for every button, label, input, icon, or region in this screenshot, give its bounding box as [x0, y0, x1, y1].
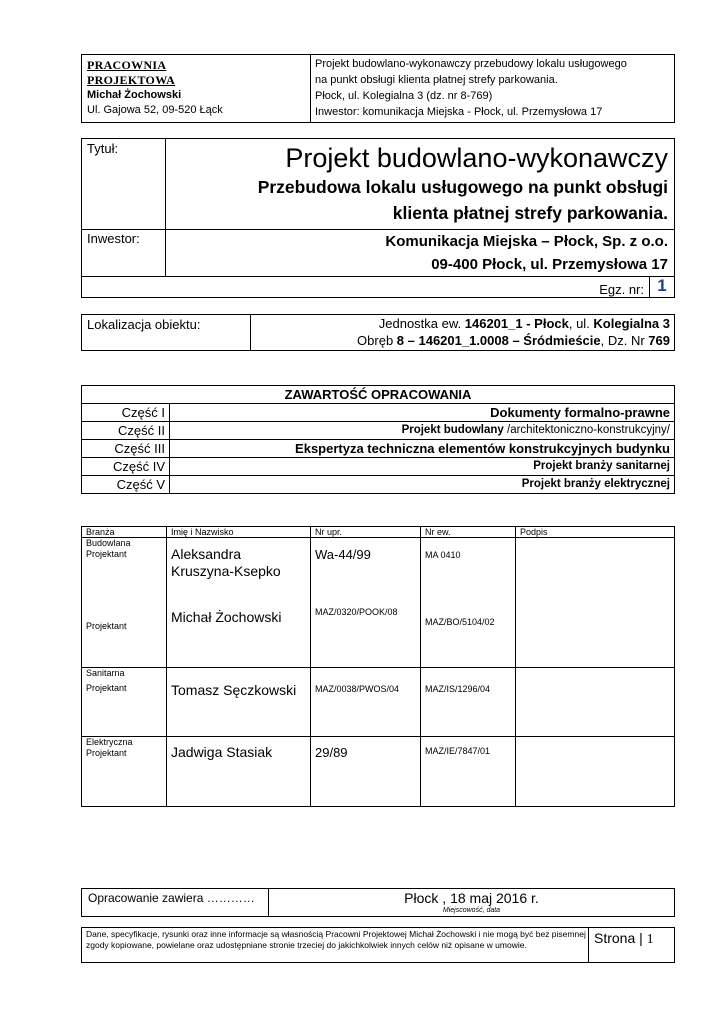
- location-line1: [379, 316, 670, 332]
- title-divider: [165, 139, 166, 277]
- designer-name: Michał Żochowski: [171, 609, 282, 625]
- part-title: [170, 440, 675, 458]
- location-plot: 769: [648, 333, 670, 348]
- branch-cell: [82, 737, 167, 807]
- page-separator: |: [639, 930, 643, 946]
- branch-cell: [82, 668, 167, 737]
- document-subtitle-line1: Przebudowa lokalu usługowego na punkt obsługi: [257, 177, 668, 197]
- location-block: [81, 314, 675, 351]
- signature-cell: [516, 538, 675, 668]
- registry-cell: [421, 737, 516, 807]
- branch-name: Elektryczna: [86, 737, 133, 747]
- license-number: MAZ/0038/PWOS/04: [315, 684, 400, 694]
- registry-number: MAZ/BO/5104/02: [425, 617, 495, 627]
- part-title-bold: Dokumenty formalno-prawne: [490, 405, 670, 420]
- company-address: Ul. Gajowa 52, 09-520 Łąck: [87, 104, 223, 116]
- project-description: [315, 56, 673, 120]
- name-cell: [167, 737, 311, 807]
- place-date-caption: Miejscowość, data: [442, 907, 501, 914]
- location-text: Obręb: [357, 333, 397, 348]
- copy-divider: [82, 276, 674, 277]
- desc-line4: Inwestor: komunikacja Miejska - Płock, ul. Przemysłowa 17: [315, 106, 603, 118]
- title-label: Tytuł:: [87, 141, 119, 156]
- part-title: [170, 404, 675, 422]
- part-label: Część IV: [82, 458, 170, 476]
- part-title-bold: Projekt branży sanitarnej: [533, 460, 670, 472]
- desc-line3: Płock, ul. Kolegialna 3 (dz. nr 8-769): [315, 90, 493, 102]
- license-number: 29/89: [315, 745, 348, 760]
- part-label: Część III: [82, 440, 170, 458]
- page-divider: [588, 928, 589, 962]
- part-title-bold: Projekt branży elektrycznej: [521, 478, 670, 490]
- header-block: [81, 54, 675, 123]
- title-block: [81, 138, 675, 298]
- location-text: , ul.: [568, 316, 594, 331]
- investor-line2: 09-400 Płock, ul. Przemysłowa 17: [431, 256, 668, 273]
- part-title: [170, 476, 675, 494]
- branch-name: Budowlana: [86, 538, 131, 548]
- role: Projektant: [86, 621, 127, 631]
- location-unit: 146201_1 - Płock: [464, 316, 569, 331]
- location-precinct: 8 – 146201_1.0008 – Śródmieście: [396, 333, 601, 348]
- company-name-line2: PROJEKTOWA: [87, 73, 176, 87]
- footer-info-block: [81, 888, 675, 917]
- license-number: Wa-44/99: [315, 547, 371, 562]
- role: Projektant: [86, 748, 127, 758]
- part-title: [170, 422, 675, 440]
- header-branch: Branża: [82, 527, 167, 538]
- registry-cell: [421, 668, 516, 737]
- role: Projektant: [86, 549, 127, 559]
- contents-heading: ZAWARTOŚĆ OPRACOWANIA: [82, 386, 675, 404]
- company-owner: Michał Żochowski: [87, 89, 182, 101]
- location-line2: [357, 333, 670, 349]
- part-title: [170, 458, 675, 476]
- company-box: [82, 55, 311, 122]
- designer-name: Aleksandra: [171, 546, 242, 562]
- signatures-table: [81, 526, 675, 807]
- location-street: Kolegialna 3: [593, 316, 670, 331]
- investor-line1: Komunikacja Miejska – Płock, Sp. z o.o.: [385, 233, 668, 250]
- copy-number: 1: [657, 276, 667, 295]
- page-indicator: [594, 930, 654, 948]
- location-text: , Dz. Nr: [600, 333, 649, 348]
- part-label: Część V: [82, 476, 170, 494]
- place-date: Płock , 18 maj 2016 r.: [404, 890, 539, 906]
- page-number: 1: [646, 932, 654, 947]
- desc-line1: Projekt budowlano-wykonawczy przebudowy lokalu usługowego: [315, 58, 627, 70]
- location-text: Jednostka ew.: [378, 316, 465, 331]
- location-label: Lokalizacja obiektu:: [87, 317, 201, 332]
- designer-name: Tomasz Sęczkowski: [171, 682, 297, 698]
- license-cell: [311, 538, 421, 668]
- part-title-bold: Projekt budowlany: [401, 424, 504, 436]
- part-title-normal: /architektoniczno-konstrukcyjny/: [503, 424, 670, 436]
- contents-table: [81, 385, 675, 494]
- branch-cell: [82, 538, 167, 668]
- registry-number: MAZ/IE/7847/01: [425, 746, 491, 756]
- header-license: Nr upr.: [311, 527, 421, 538]
- license-number: MAZ/0320/POOK/08: [315, 607, 398, 617]
- copyright-notice: Dane, specyfikacje, rysunki oraz inne informacje są własnością Pracowni Projektowej Michał Żochowski i nie mogą być bez pisemnej zgody kopiowane, powielane oraz udostępniane stronie trzeciej do jakichkolwiek innych celów niż opisane w umowie.: [86, 929, 586, 950]
- location-divider: [250, 315, 251, 350]
- investor-label: Inwestor:: [87, 231, 140, 246]
- contents-count: Opracowanie zawiera …………: [88, 891, 255, 905]
- company-name-line1: PRACOWNIA: [87, 58, 167, 72]
- desc-line2: na punkt obsługi klienta płatnej strefy parkowania.: [315, 74, 558, 86]
- part-label: Część I: [82, 404, 170, 422]
- page-label: Strona: [594, 930, 636, 946]
- copyright-block: [81, 927, 675, 963]
- header-signature: Podpis: [516, 527, 675, 538]
- license-cell: [311, 737, 421, 807]
- copy-label: Egz. nr:: [599, 282, 644, 297]
- license-cell: [311, 668, 421, 737]
- branch-name: Sanitarna: [86, 668, 125, 678]
- document-subtitle-line2: klienta płatnej strefy parkowania.: [392, 203, 668, 223]
- name-cell: [167, 668, 311, 737]
- part-label: Część II: [82, 422, 170, 440]
- document-title: Projekt budowlano-wykonawczy: [285, 143, 668, 173]
- designer-name: Kruszyna-Ksepko: [171, 563, 281, 579]
- registry-number: MA 0410: [425, 550, 461, 560]
- registry-number: MAZ/IS/1296/04: [425, 684, 491, 694]
- name-cell: [167, 538, 311, 668]
- registry-cell: [421, 538, 516, 668]
- header-name: Imię i Nazwisko: [167, 527, 311, 538]
- header-registry: Nr ew.: [421, 527, 516, 538]
- designer-name: Jadwiga Stasiak: [171, 744, 273, 760]
- signature-cell: [516, 668, 675, 737]
- part-title-bold: Ekspertyza techniczna elementów konstrukcyjnych budynku: [295, 441, 670, 456]
- investor-divider: [82, 229, 674, 230]
- signature-cell: [516, 737, 675, 807]
- role: Projektant: [86, 683, 127, 693]
